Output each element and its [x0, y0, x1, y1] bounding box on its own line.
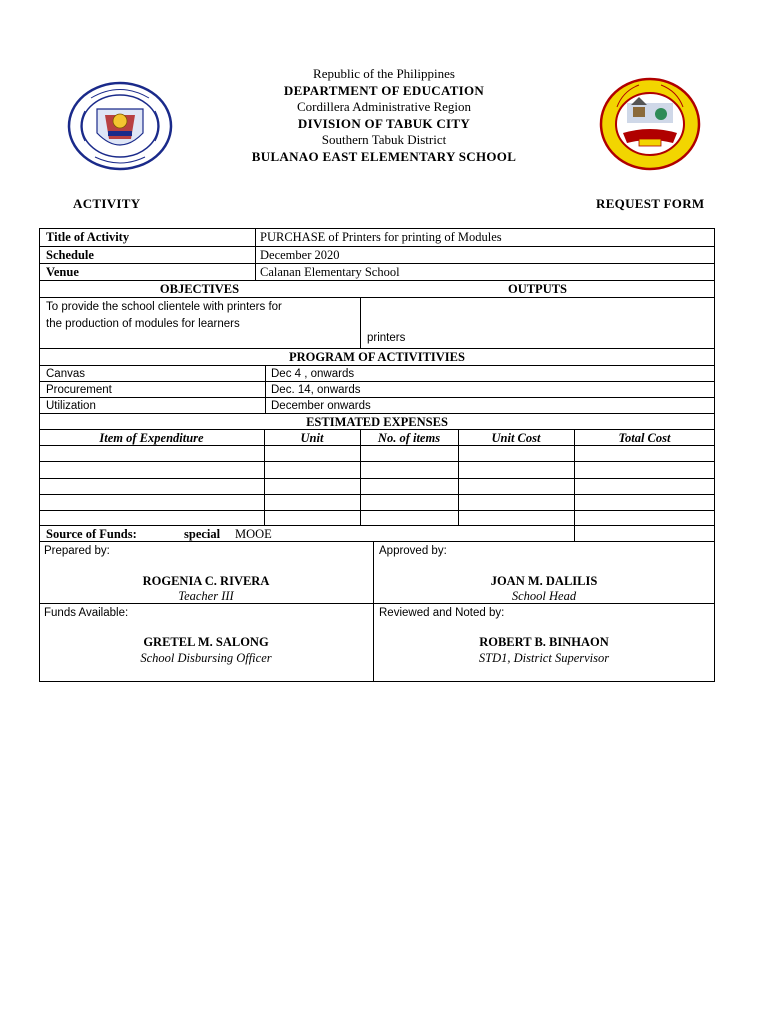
program-date-3: December onwards — [271, 400, 371, 412]
prepared-by-title: Teacher III — [178, 589, 234, 603]
program-date-2: Dec. 14, onwards — [271, 384, 361, 396]
venue-value: Calanan Elementary School — [260, 265, 400, 279]
deped-seal-logo — [67, 81, 173, 171]
form-title-activity: ACTIVITY — [73, 196, 141, 211]
col-total-cost: Total Cost — [618, 431, 671, 445]
reviewed-by-title: STD1, District Supervisor — [478, 651, 610, 665]
reviewed-by-label: Reviewed and Noted by: — [379, 607, 505, 619]
source-of-funds-value: MOOE — [235, 527, 272, 541]
prepared-by-name: ROGENIA C. RIVERA — [142, 574, 270, 588]
program-activity-2: Procurement — [46, 384, 112, 396]
program-heading: PROGRAM OF ACTIVITIVIES — [289, 350, 465, 364]
objective-text-line1: To provide the school clientele with printers for — [46, 301, 282, 313]
form-title-request-form: REQUEST FORM — [596, 196, 705, 211]
program-activity-1: Canvas — [46, 368, 85, 380]
reviewed-by-name: ROBERT B. BINHAON — [479, 635, 609, 649]
title-of-activity-value: PURCHASE of Printers for printing of Modules — [260, 230, 502, 244]
objectives-heading: OBJECTIVES — [159, 282, 240, 296]
district-line: Southern Tabuk District — [321, 132, 447, 148]
department-line: DEPARTMENT OF EDUCATION — [283, 82, 485, 98]
col-no-of-items: No. of items — [377, 431, 441, 445]
title-of-activity-label: Title of Activity — [46, 230, 130, 244]
funds-available-name: GRETEL M. SALONG — [143, 635, 269, 649]
program-activity-3: Utilization — [46, 400, 96, 412]
school-line: BULANAO EAST ELEMENTARY SCHOOL — [251, 148, 517, 164]
tabuk-division-seal-logo — [599, 77, 701, 171]
source-of-funds-type: special — [184, 527, 221, 541]
col-unit-cost: Unit Cost — [491, 431, 541, 445]
col-item-of-expenditure: Item of Expenditure — [99, 431, 204, 445]
program-date-1: Dec 4 , onwards — [271, 368, 355, 380]
division-line: DIVISION OF TABUK CITY — [297, 115, 471, 131]
republic-line: Republic of the Philippines — [313, 66, 455, 81]
schedule-label: Schedule — [46, 248, 94, 262]
venue-label: Venue — [46, 265, 79, 279]
output-value: printers — [367, 332, 406, 344]
approved-by-label: Approved by: — [379, 545, 447, 557]
source-of-funds-label: Source of Funds: — [46, 527, 137, 541]
region-line: Cordillera Administrative Region — [296, 99, 472, 115]
outputs-heading: OUTPUTS — [507, 282, 568, 296]
expenses-heading: ESTIMATED EXPENSES — [306, 415, 448, 429]
col-unit: Unit — [300, 431, 324, 445]
prepared-by-label: Prepared by: — [44, 545, 110, 557]
funds-available-label: Funds Available: — [44, 607, 129, 619]
schedule-value: December 2020 — [260, 248, 340, 262]
approved-by-name: JOAN M. DALILIS — [490, 574, 598, 588]
objective-text-line2: the production of modules for learners — [46, 318, 240, 330]
approved-by-title: School Head — [511, 589, 577, 603]
funds-available-title: School Disbursing Officer — [140, 651, 272, 665]
